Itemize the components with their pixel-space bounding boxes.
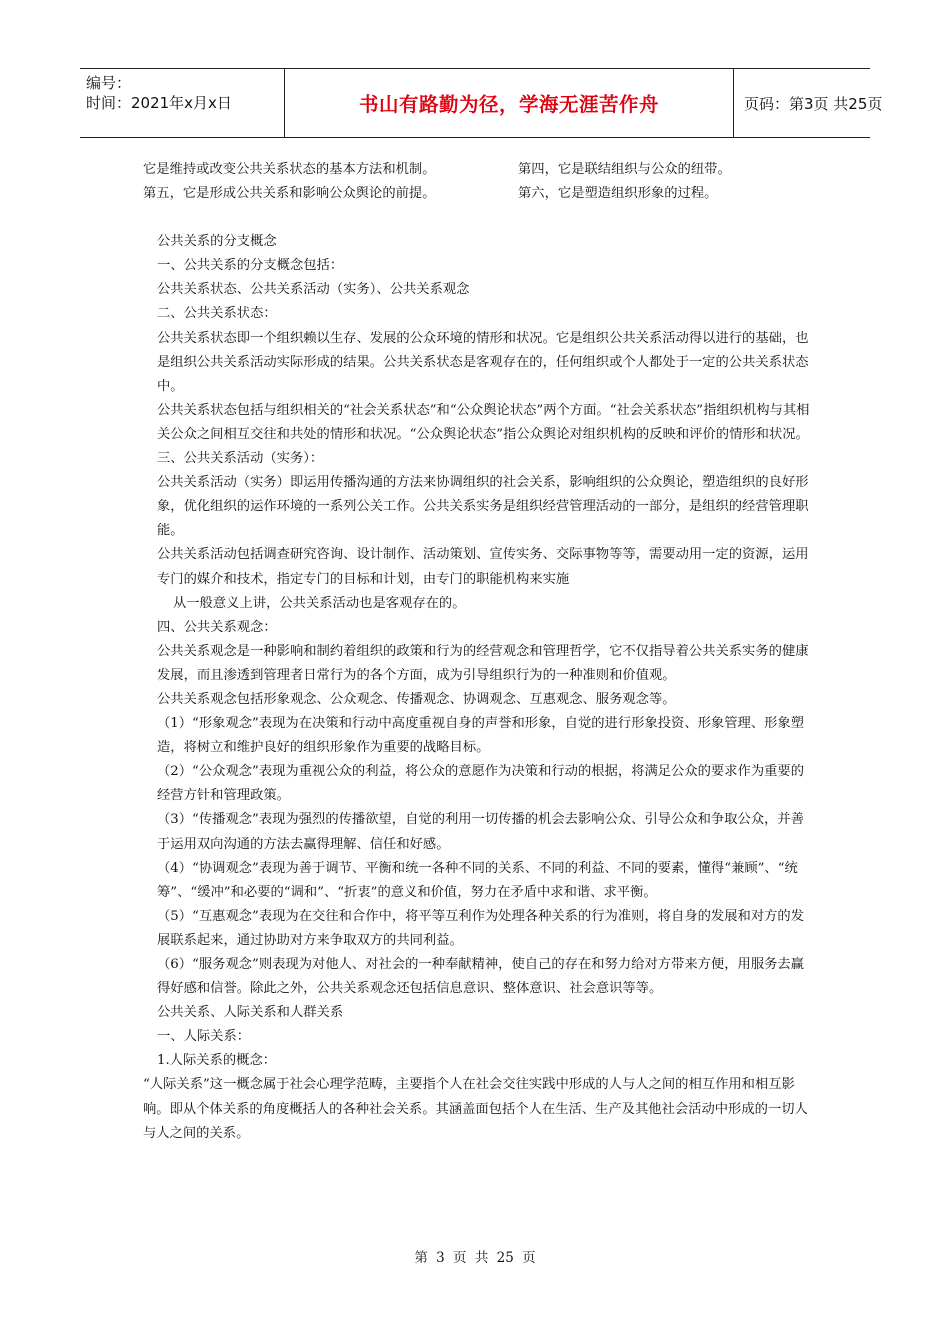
header-page-number: 页码：第3页 共25页 — [744, 94, 883, 113]
intro-row — [143, 158, 813, 182]
paragraph: 公共关系状态、公共关系活动（实务）、公共关系观念 — [157, 282, 470, 298]
paragraph: （3）“传播观念”表现为强烈的传播欲望，自觉的利用一切传播的机会去影响公众、引导公众和争取公众，并善于运用双向沟通的方法去赢得理解、信任和好感。 — [157, 812, 805, 852]
paragraph: 二、公共关系状态： — [157, 306, 277, 322]
document-number-label: 编号： — [86, 74, 132, 92]
paragraph: 公共关系状态包括与组织相关的“社会关系状态”和“公众舆论状态”两个方面。“社会关系状态”指组织机构与其相关公众之间相互交往和共处的情形和状况。“公众舆论状态”指公众舆论对组织机构的反映和评价的情形和状况。 — [157, 402, 810, 442]
paragraph: （2）“公众观念”表现为重视公众的利益，将公众的意愿作为决策和行动的根据，将满足公众的要求作为重要的经营方针和管理政策。 — [157, 764, 805, 804]
paragraph: 公共关系活动包括调查研究咨询、设计制作、活动策划、宣传实务、交际事物等等，需要动用一定的资源，运用专门的媒介和技术，指定专门的目标和计划，由专门的职能机构来实施 — [157, 547, 809, 587]
header-motto: 书山有路勤为径，学海无涯苦作舟 — [284, 69, 734, 137]
paragraph: 1.人际关系的概念： — [157, 1053, 277, 1069]
paragraph: （4）“协调观念”表现为善于调节、平衡和统一各种不同的关系、不同的利益、不同的要素，懂得“兼顾”、“统筹”、“缓冲”和必要的“调和”、“折衷”的意义和价值，努力在矛盾中求和谐、求平衡。 — [157, 860, 798, 900]
intro-right-cell: 第六，它是塑造组织形象的过程。 — [518, 186, 718, 202]
paragraph: 一、人际关系： — [157, 1029, 251, 1045]
page-footer: 第 3 页 共 25 页 — [414, 1250, 536, 1266]
intro-left-cell: 第五，它是形成公共关系和影响公众舆论的前提。 — [143, 186, 436, 202]
paragraph: （1）“形象观念”表现为在决策和行动中高度重视自身的声誉和形象，自觉的进行形象投资、形象管理、形象塑造，将树立和维护良好的组织形象作为重要的战略目标。 — [157, 716, 805, 756]
paragraph: 公共关系、人际关系和人群关系 — [157, 1005, 344, 1021]
intro-right-cell: 第四，它是联结组织与公众的纽带。 — [518, 162, 731, 177]
document-time-label: 时间：2021年x月x日 — [86, 94, 232, 112]
paragraph: 公共关系观念是一种影响和制约着组织的政策和行为的经营观念和管理哲学，它不仅指导着公共关系实务的健康发展，而且渗透到管理者日常行为的各个方面，成为引导组织行为的一种准则和价值观。 — [157, 643, 809, 683]
header-meta — [86, 73, 282, 113]
paragraph: 公共关系观念包括形象观念、公众观念、传播观念、协调观念、互惠观念、服务观念等。 — [157, 691, 676, 707]
intro-left-cell: 它是维持或改变公共关系状态的基本方法和机制。 — [143, 162, 436, 177]
blank-line — [143, 206, 813, 230]
paragraph: 四、公共关系观念： — [157, 619, 277, 635]
document-body — [143, 158, 813, 1146]
intro-row — [143, 182, 813, 206]
paragraph: （6）“服务观念”则表现为对他人、对社会的一种奉献精神，使自己的存在和努力给对方带来方便，用服务去赢得好感和信誉。除此之外，公共关系观念还包括信息意识、整体意识、社会意识等等。 — [157, 957, 805, 997]
paragraph: “人际关系”这一概念属于社会心理学范畴，主要指个人在社会交往实践中形成的人与人之间的相互作用和相互影响。即从个体关系的角度概括人的各种社会关系。其涵盖面包括个人在生活、生产及其他社会活动中形成的一切人与人之间的关系。 — [143, 1077, 808, 1141]
paragraph: 从一般意义上讲，公共关系活动也是客观存在的。 — [173, 595, 466, 611]
paragraph: 公共关系活动（实务）即运用传播沟通的方法来协调组织的社会关系，影响组织的公众舆论，塑造组织的良好形象，优化组织的运作环境的一系列公关工作。公共关系实务是组织经营管理活动的一部分，是组织的经营管理职能。 — [157, 475, 809, 539]
page-header — [80, 68, 883, 138]
paragraph: 一、公共关系的分支概念包括： — [157, 258, 344, 274]
paragraph: 三、公共关系活动（实务）： — [157, 451, 324, 467]
paragraph: 公共关系的分支概念 — [157, 234, 277, 250]
paragraph-list — [143, 230, 813, 1146]
paragraph: 公共关系状态即一个组织赖以生存、发展的公众环境的情形和状况。它是组织公共关系活动得以进行的基础，也是组织公共关系活动实际形成的结果。公共关系状态是客观存在的，任何组织或个人都处于一定的公共关系状态中。 — [157, 330, 809, 394]
paragraph: （5）“互惠观念”表现为在交往和合作中，将平等互利作为处理各种关系的行为准则，将自身的发展和对方的发展联系起来，通过协助对方来争取双方的共同利益。 — [157, 908, 805, 948]
